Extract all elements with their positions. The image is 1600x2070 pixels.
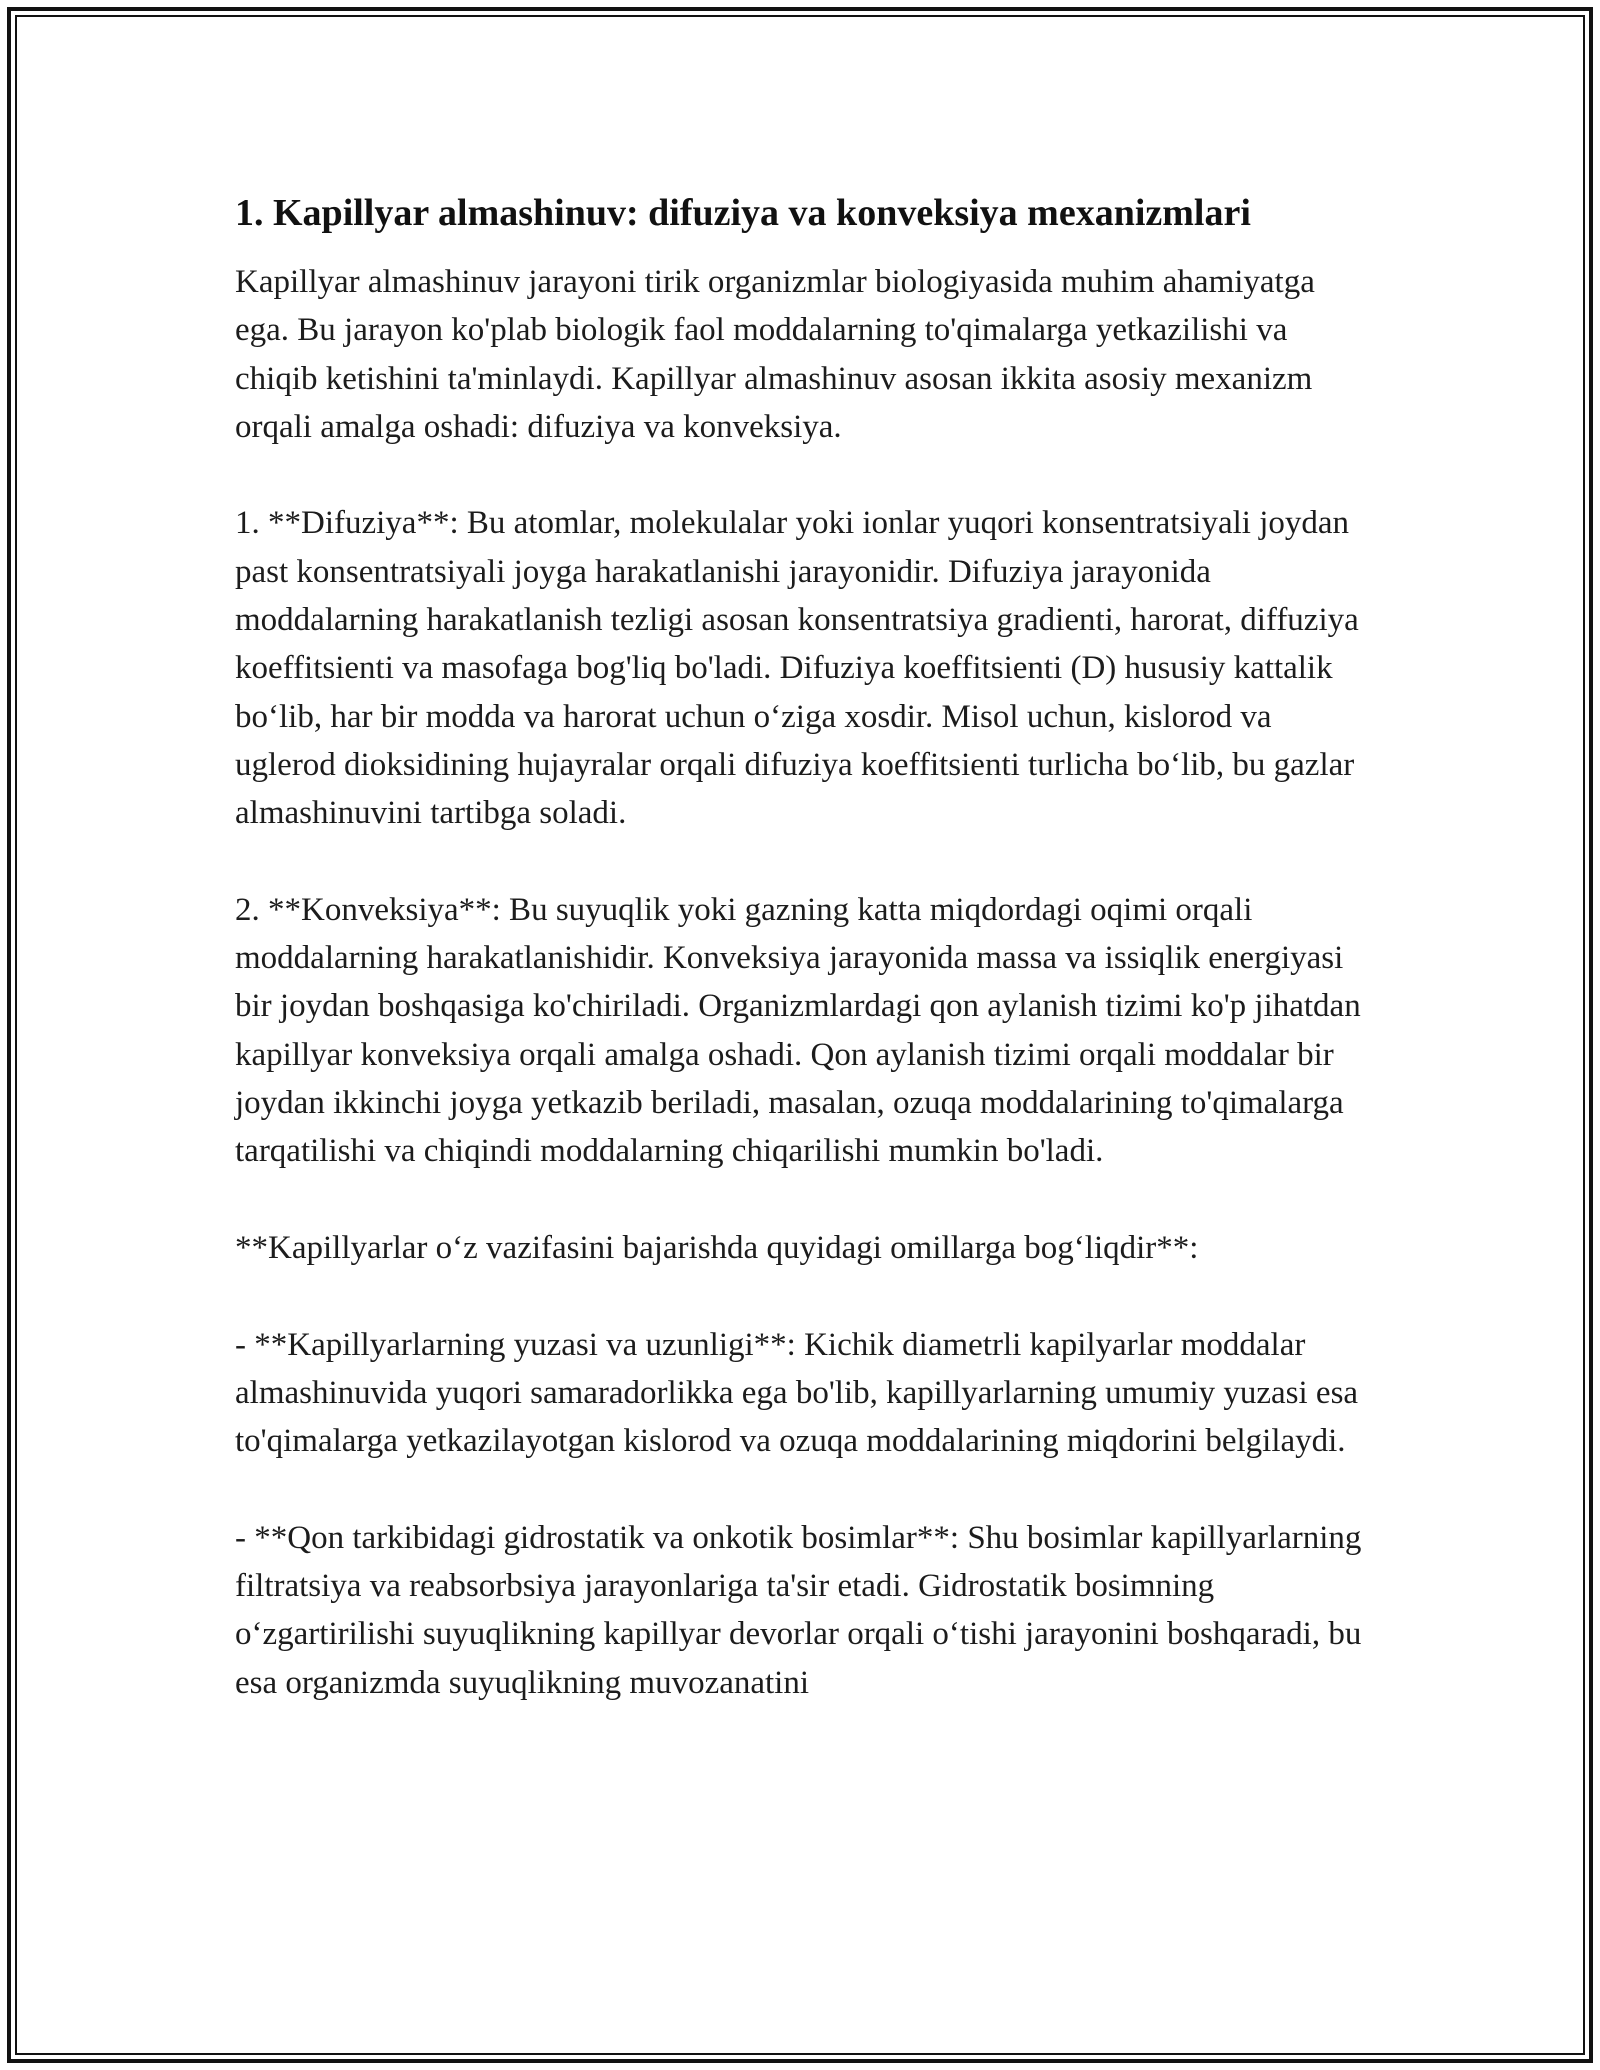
convection-paragraph: 2. **Konveksiya**: Bu suyuqlik yoki gazning katta miqdordagi oqimi orqali moddalarning harakatlanishidir. Konveksiya jarayonida massa va issiqlik energiyasi bir joydan boshqasiga ko'chiriladi. Organizmlardagi qon aylanish tizimi ko'p jihatdan kapillyar konveksiya orqali amalga oshadi. Qon aylanish tizimi orqali moddalar bir joydan ikkinchi joyga yetkazib beriladi, masalan, ozuqa moddalarining to'qimalarga tarqatilishi va chiqindi moddalarning chiqarilishi mumkin bo'ladi. [235, 891, 1361, 1170]
pressure-paragraph: - **Qon tarkibidagi gidrostatik va onkotik bosimlar**: Shu bosimlar kapillyarlarning filtratsiya va reabsorbsiya jarayonlariga ta'sir etadi. Gidrostatik bosimning o‘zgartirilishi suyuqlikning kapillyar devorlar orqali o‘tishi jarayonini boshqaradi, bu esa organizmda suyuqlikning muvozanatini [235, 1519, 1362, 1701]
document-body [235, 188, 1375, 1755]
intro-paragraph: Kapillyar almashinuv jarayoni tirik organizmlar biologiyasida muhim ahamiyatga ega. Bu jarayon ko'plab biologik faol moddalarning to'qimalarga yetkazilishi va chiqib ketishini ta'minlaydi. Kapillyar almashinuv asosan ikkita asosiy mexanizm orqali amalga oshadi: difuziya va konveksiya. [235, 264, 1315, 445]
factors-heading-paragraph: **Kapillyarlar o‘z vazifasini bajarishda quyidagi omillarga bog‘liqdir**: [235, 1229, 1199, 1266]
section-heading: 1. Kapillyar almashinuv: difuziya va konveksiya mexanizmlari [235, 192, 1251, 234]
diffusion-paragraph: 1. **Difuziya**: Bu atomlar, molekulalar yoki ionlar yuqori konsentratsiyali joydan past konsentratsiyali joyga harakatlanishi jarayonidir. Difuziya jarayonida moddalarning harakatlanish tezligi asosan konsentratsiya gradienti, harorat, diffuziya koeffitsienti va masofaga bog'liq bo'ladi. Difuziya koeffitsienti (D) hususiy kattalik bo‘lib, har bir modda va harorat uchun o‘ziga xosdir. Misol uchun, kislorod va uglerod dioksidining hujayralar orqali difuziya koeffitsienti turlicha bo‘lib, bu gazlar almashinuvini tartibga soladi. [235, 505, 1359, 832]
surface-length-paragraph: - **Kapillyarlarning yuzasi va uzunligi**: Kichik diametrli kapilyarlar moddalar almashinuvida yuqori samaradorlikka ega bo'lib, kapillyarlarning umumiy yuzasi esa to'qimalarga yetkazilayotgan kislorod va ozuqa moddalarining miqdorini belgilaydi. [235, 1326, 1359, 1460]
